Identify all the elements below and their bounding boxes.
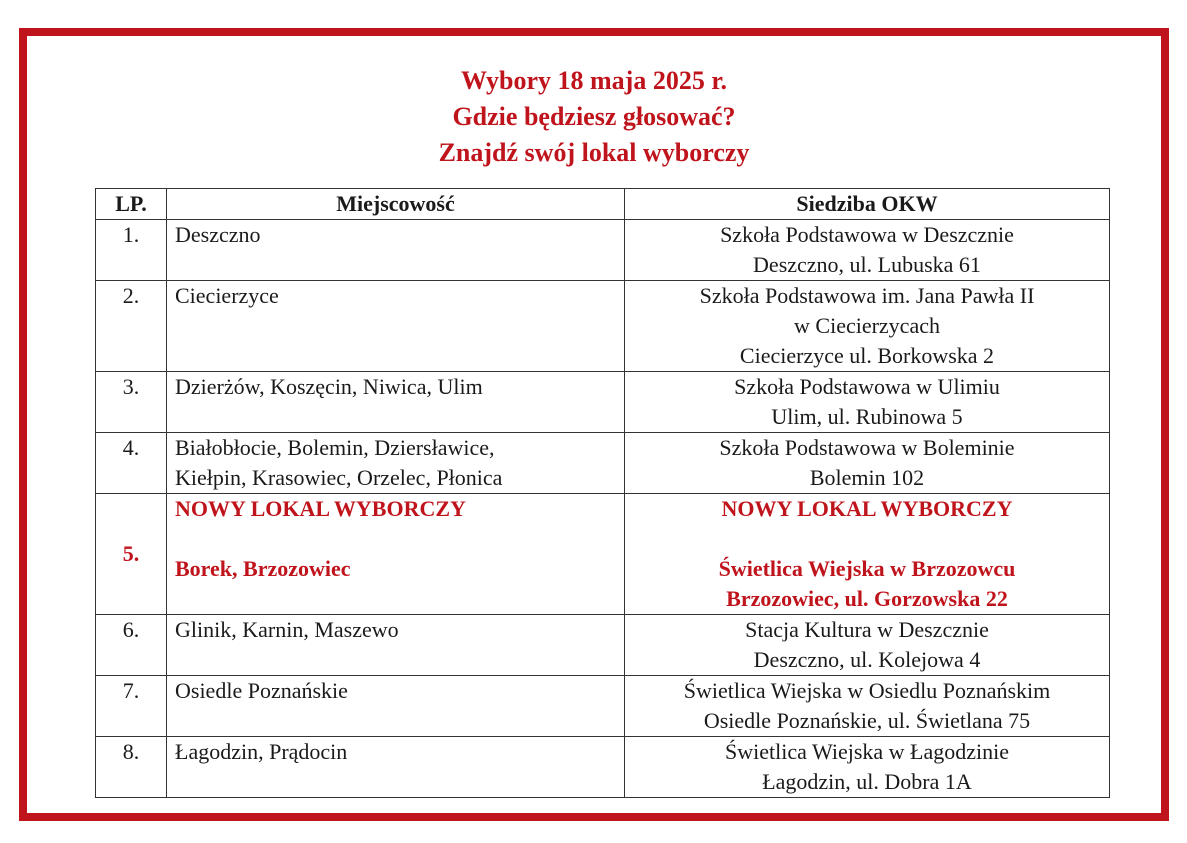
polling-stations-table xyxy=(95,188,1110,798)
row-seat xyxy=(625,281,1110,372)
row-place xyxy=(167,494,625,615)
row-place xyxy=(167,372,625,433)
row-number: 7. xyxy=(96,676,167,737)
row-place xyxy=(167,615,625,676)
title-line-1: Wybory 18 maja 2025 r. xyxy=(460,66,727,95)
place-line: Deszczno xyxy=(175,222,261,247)
table-row xyxy=(96,281,1110,372)
seat-line: Ulim, ul. Rubinowa 5 xyxy=(771,404,963,429)
seat-line: w Ciecierzycach xyxy=(794,313,940,338)
place-line: Łagodzin, Prądocin xyxy=(175,739,348,764)
spacer xyxy=(175,524,624,554)
row-number: 5. xyxy=(96,494,167,615)
row-place xyxy=(167,676,625,737)
seat-line: Szkoła Podstawowa w Boleminie xyxy=(719,435,1015,460)
row-seat xyxy=(625,494,1110,615)
place-line: Dzierżów, Koszęcin, Niwica, Ulim xyxy=(175,374,483,399)
row-number: 4. xyxy=(96,433,167,494)
row-number: 3. xyxy=(96,372,167,433)
seat-line: Bolemin 102 xyxy=(809,465,925,490)
row-seat xyxy=(625,737,1110,798)
row-number: 1. xyxy=(96,220,167,281)
place-line: Borek, Brzozowiec xyxy=(175,556,351,581)
title-line-3: Znajdź swój lokal wyborczy xyxy=(438,138,750,167)
seat-line: Deszczno, ul. Lubuska 61 xyxy=(753,252,981,277)
row-seat xyxy=(625,676,1110,737)
seat-line: Świetlica Wiejska w Osiedlu Poznańskim xyxy=(683,678,1051,703)
place-line: Osiedle Poznańskie xyxy=(175,678,348,703)
seat-line: Ciecierzyce ul. Borkowska 2 xyxy=(739,343,995,368)
header-lp: LP. xyxy=(96,189,167,220)
seat-line: Łagodzin, ul. Dobra 1A xyxy=(762,769,972,794)
table-row-highlighted xyxy=(96,494,1110,615)
seat-line: Brzozowiec, ul. Gorzowska 22 xyxy=(726,586,1008,611)
header-place: Miejscowość xyxy=(167,189,625,220)
seat-line: Szkoła Podstawowa w Ulimiu xyxy=(734,374,1000,399)
row-number: 8. xyxy=(96,737,167,798)
row-seat xyxy=(625,433,1110,494)
row-place xyxy=(167,220,625,281)
row-number: 6. xyxy=(96,615,167,676)
table-row xyxy=(96,737,1110,798)
table-row xyxy=(96,372,1110,433)
row-place xyxy=(167,433,625,494)
seat-line: Stacja Kultura w Deszcznie xyxy=(745,617,989,642)
table-row xyxy=(96,433,1110,494)
table-row xyxy=(96,676,1110,737)
title-block xyxy=(27,63,1161,171)
header-seat: Siedziba OKW xyxy=(625,189,1110,220)
table-header-row xyxy=(96,189,1110,220)
seat-line: Świetlica Wiejska w Brzozowcu xyxy=(718,556,1016,581)
place-line: Glinik, Karnin, Maszewo xyxy=(175,617,399,642)
row-seat xyxy=(625,220,1110,281)
seat-line: Świetlica Wiejska w Łagodzinie xyxy=(724,739,1009,764)
table-row xyxy=(96,615,1110,676)
table-row xyxy=(96,220,1110,281)
seat-line: Osiedle Poznańskie, ul. Świetlana 75 xyxy=(703,708,1031,733)
seat-line: Szkoła Podstawowa im. Jana Pawła II xyxy=(699,283,1035,308)
row-seat xyxy=(625,615,1110,676)
title-line-2: Gdzie będziesz głosować? xyxy=(452,102,736,131)
row-place xyxy=(167,281,625,372)
row-place xyxy=(167,737,625,798)
new-location-label: NOWY LOKAL WYBORCZY xyxy=(175,496,466,521)
new-location-label: NOWY LOKAL WYBORCZY xyxy=(721,496,1013,521)
place-line: Białobłocie, Bolemin, Dziersławice, xyxy=(175,435,495,460)
row-seat xyxy=(625,372,1110,433)
red-border-frame xyxy=(19,28,1169,821)
spacer xyxy=(625,524,1109,554)
seat-line: Szkoła Podstawowa w Deszcznie xyxy=(720,222,1014,247)
place-line: Kiełpin, Krasowiec, Orzelec, Płonica xyxy=(175,465,503,490)
place-line: Ciecierzyce xyxy=(175,283,279,308)
row-number: 2. xyxy=(96,281,167,372)
seat-line: Deszczno, ul. Kolejowa 4 xyxy=(753,647,981,672)
